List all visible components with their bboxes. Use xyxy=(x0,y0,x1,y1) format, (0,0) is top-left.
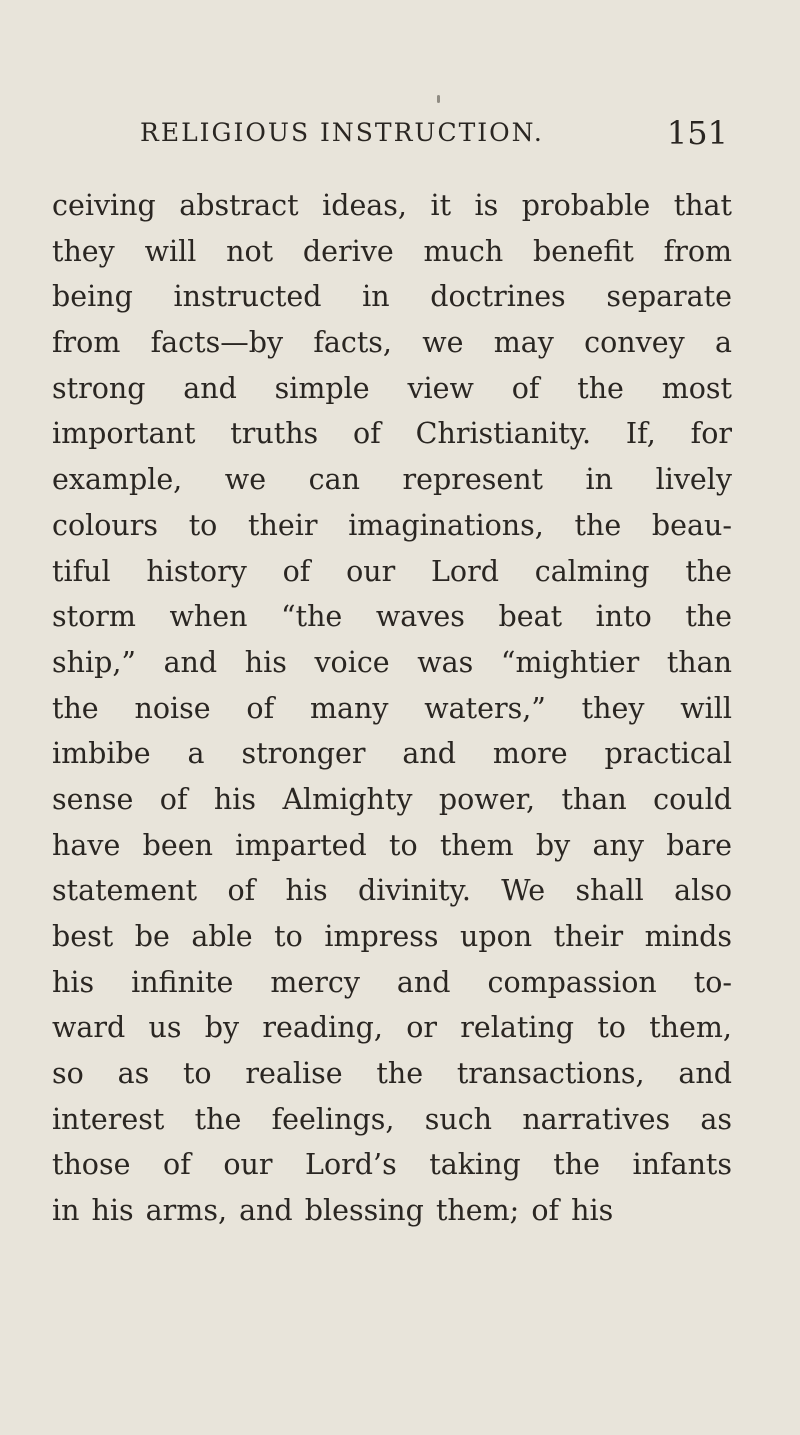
text-line: important truths of Christianity. If, for xyxy=(52,417,732,451)
text-line: ship,” and his voice was “mightier than xyxy=(52,645,732,679)
text-line: example, we can represent in lively xyxy=(52,463,732,497)
text-line: strong and simple view of the most xyxy=(52,371,732,405)
text-line: sense of his Almighty power, than could xyxy=(52,782,732,816)
text-line: those of our Lord’s taking the infants xyxy=(52,1148,732,1182)
text-line: have been imparted to them by any bare xyxy=(52,828,732,862)
text-line: interest the feelings, such narratives as xyxy=(52,1102,732,1136)
body-text xyxy=(52,183,732,1234)
text-line: statement of his divinity. We shall also xyxy=(52,874,732,908)
text-line: storm when “the waves beat into the xyxy=(52,600,732,634)
text-line: the noise of many waters,” they will xyxy=(52,691,732,725)
text-line: ward us by reading, or relating to them, xyxy=(52,1011,732,1045)
text-line: best be able to impress upon their minds xyxy=(52,920,732,953)
text-line: his infinite mercy and compassion to- xyxy=(52,965,732,999)
text-line: ceiving abstract ideas, it is probable that xyxy=(52,189,732,222)
text-line: they will not derive much benefit from xyxy=(52,234,732,268)
text-line: colours to their imaginations, the beau- xyxy=(52,508,732,542)
ink-speck xyxy=(437,95,440,103)
text-line: so as to realise the transactions, and xyxy=(52,1057,732,1091)
text-line: being instructed in doctrines separate xyxy=(52,280,732,314)
running-title: RELIGIOUS INSTRUCTION. xyxy=(140,118,544,147)
running-head xyxy=(140,114,728,158)
text-line: from facts—by facts, we may convey a xyxy=(52,326,732,360)
page-number: 151 xyxy=(666,114,728,152)
text-line: tiful history of our Lord calming the xyxy=(52,554,732,588)
text-line: in his arms, and blessing them; of his xyxy=(52,1194,614,1228)
text-line: imbibe a stronger and more practical xyxy=(52,737,732,771)
